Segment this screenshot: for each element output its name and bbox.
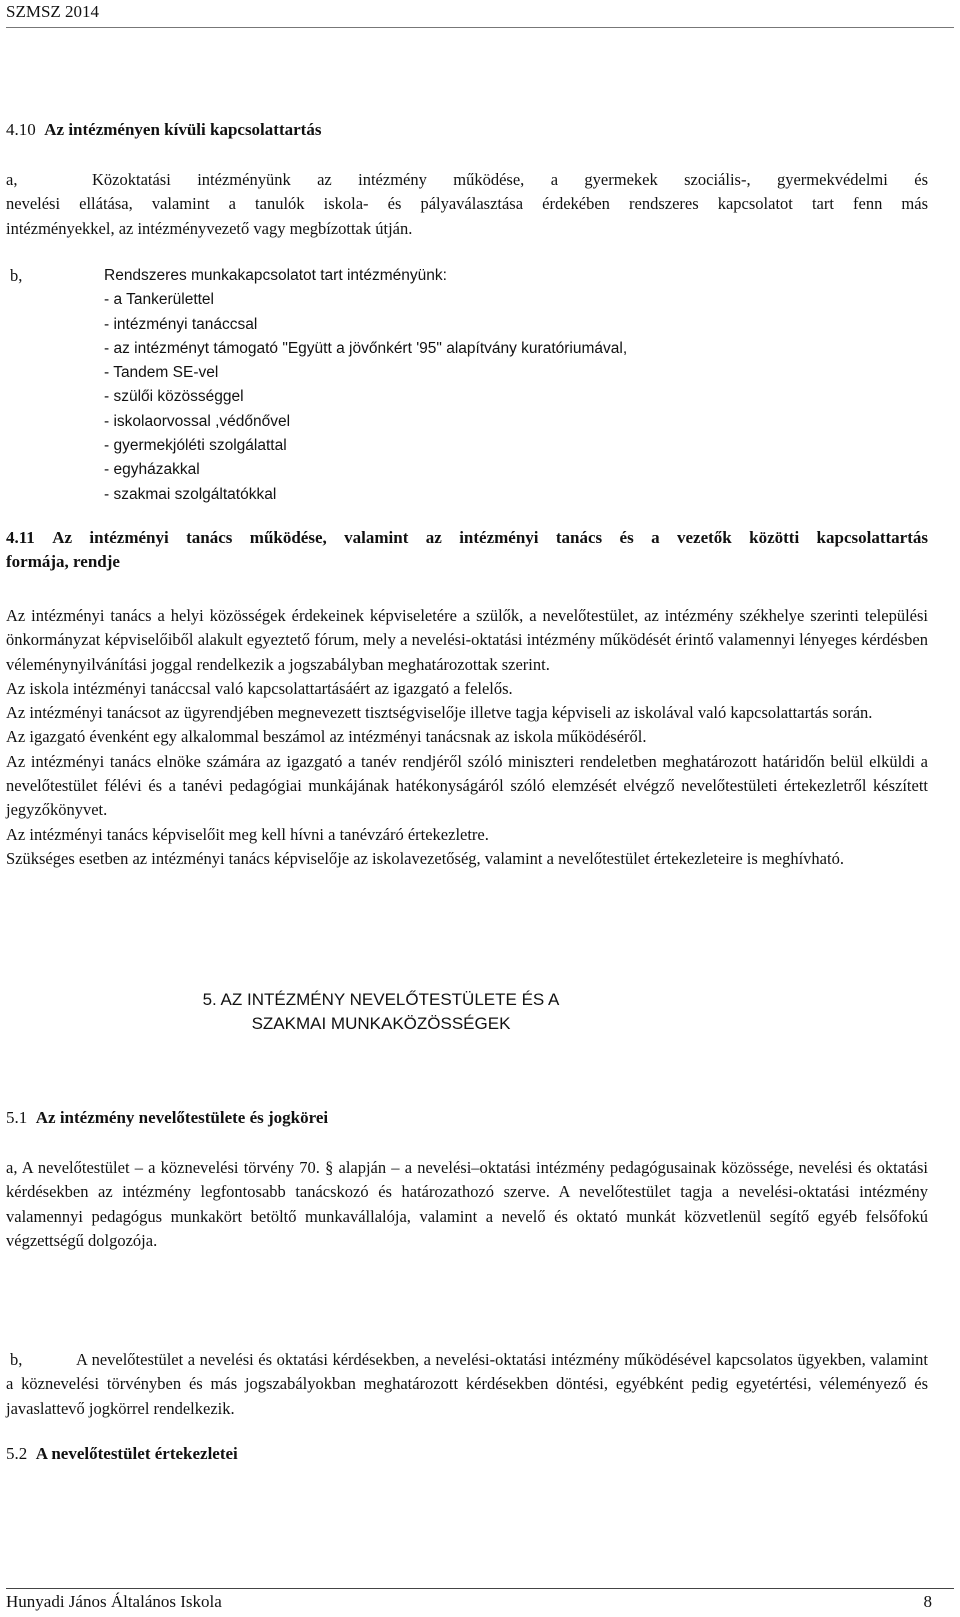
- item-label: b,: [10, 266, 23, 285]
- section-4-11-body: [6, 604, 928, 871]
- list-item: - a Tankerülettel: [104, 291, 214, 309]
- footer-divider: [6, 1588, 954, 1589]
- section-5-1-b-paragraph: [6, 1348, 928, 1421]
- section-number: 4.11: [6, 528, 35, 547]
- footer-school-name: Hunyadi János Általános Iskola: [6, 1592, 222, 1611]
- item-label: b,: [10, 1350, 23, 1369]
- header-divider: [6, 27, 954, 28]
- list-item: - gyermekjóléti szolgálattal: [104, 437, 287, 455]
- list-item: - az intézményt támogató "Együtt a jövőnkért '95" alapítvány kuratóriumával,: [104, 339, 628, 357]
- list-item: - szülői közösséggel: [104, 388, 244, 406]
- paragraph: a, A nevelőtestület – a köznevelési törvény 70. § alapján – a nevelési–oktatási intézmény pedagógusainak közössége, nevelési és oktatási kérdésekben az intézmény legfontosabb tanácskozó és határozathozó szerve. A nevelőtestület tagja a nevelési-oktatási intézmény valamennyi pedagógus munkakört betöltő munkavállalója, valamint a nevelő és oktató munkát közvetlenül segítő egyéb felsőfokú végzettségű dolgozója.: [6, 1158, 928, 1250]
- paragraph-line: nevelési ellátása, valamint a tanulók iskola- és pályaválasztása érdekében rendszeres kapcsolatot tart fenn más: [6, 194, 928, 214]
- section-title-line: formája, rendje: [6, 552, 120, 572]
- paragraph: Az iskola intézményi tanáccsal való kapcsolattartásáért az igazgató a felelős.: [6, 678, 513, 698]
- section-5-1-a-paragraph: [6, 1156, 928, 1253]
- paragraph: Az intézményi tanács elnöke számára az igazgató a tanév rendjéről szóló miniszteri rendeletben meghatározott határidőn belül elküldi a nevelőtestület félévi és a tanévi pedagógiai munkájának hatékonyságáról szóló elemzését elvégző nevelőtestületi értekezletről készített jegyzőkönyvet.: [6, 751, 928, 820]
- paragraph: Az igazgató évenként egy alkalommal beszámol az intézményi tanácsnak az iskola működéséről.: [6, 727, 647, 747]
- chapter-title-line: 5. AZ INTÉZMÉNY NEVELŐTESTÜLETE ÉS A: [202, 990, 560, 1009]
- section-title-line: Az intézményi tanács működése, valamint az intézményi tanács és a vezetők közötti kapcsolattartás: [52, 528, 928, 547]
- section-number: 4.10: [6, 120, 36, 139]
- list-item: - szakmai szolgáltatókkal: [104, 485, 277, 503]
- section-4-10-b-list: [10, 264, 730, 507]
- list-item: - iskolaorvossal ,védőnővel: [104, 412, 291, 430]
- paragraph: Szükséges esetben az intézményi tanács képviselője az iskolavezetőség, valamint a nevelőtestület értekezleteire is meghívható.: [6, 848, 844, 868]
- paragraph-text: A nevelőtestület a nevelési és oktatási kérdésekben, a nevelési-oktatási intézmény működésével kapcsolatos ügyekben, valamint a köznevelési törvényben és más jogszabályokban meghatározott kérdésekben döntési, egyébként pedig egyetértési, véleményező és javaslattevő jogkörrel rendelkezik.: [6, 1350, 928, 1418]
- section-number: 5.1: [6, 1108, 28, 1127]
- section-title: A nevelőtestület értekezletei: [35, 1444, 238, 1463]
- item-label: a,: [6, 170, 18, 189]
- section-title: Az intézményen kívüli kapcsolattartás: [44, 120, 322, 139]
- paragraph: Az intézményi tanács a helyi közösségek érdekeinek képviseletére a szülők, a nevelőtestület, az intézmény székhelye szerinti települési önkormányzat képviselőiből alakult egyeztető fórum, mely a nevelési-oktatási intézmény működését érintő valamennyi lényeges kérdésben véleménynyilvánítási joggal rendelkezik a jogszabályban meghatározottak szerint.: [6, 606, 928, 674]
- section-5-1-heading: [6, 1108, 328, 1128]
- paragraph-line: Közoktatási intézményünk az intézmény működése, a gyermekek szociális-, gyermekvédelmi és: [92, 170, 928, 189]
- section-title: Az intézmény nevelőtestülete és jogkörei: [35, 1108, 329, 1127]
- paragraph-line: intézményekkel, az intézményvezető vagy megbízottak útján.: [6, 218, 413, 238]
- list-item: - egyházakkal: [104, 461, 200, 479]
- section-4-10-a-paragraph: [6, 168, 928, 241]
- section-5-2-heading: [6, 1444, 238, 1464]
- section-4-10-heading: [6, 120, 321, 140]
- paragraph: Az intézményi tanács képviselőit meg kell hívni a tanévzáró értekezletre.: [6, 824, 489, 844]
- list-intro: Rendszeres munkakapcsolatot tart intézményünk:: [104, 267, 447, 284]
- section-4-11-heading: [6, 526, 928, 575]
- chapter-title-line: SZAKMAI MUNKAKÖZÖSSÉGEK: [251, 1014, 511, 1033]
- page-number: 8: [923, 1592, 932, 1611]
- chapter-5-title: [0, 988, 762, 1036]
- list-item: - Tandem SE-vel: [104, 364, 219, 382]
- paragraph: Az intézményi tanácsot az ügyrendjében megnevezett tisztségviselője illetve tagja képviseli az iskolával való kapcsolattartás során.: [6, 703, 873, 723]
- section-number: 5.2: [6, 1444, 28, 1463]
- list-item: - intézményi tanáccsal: [104, 315, 258, 333]
- page-header-title: SZMSZ 2014: [6, 2, 100, 21]
